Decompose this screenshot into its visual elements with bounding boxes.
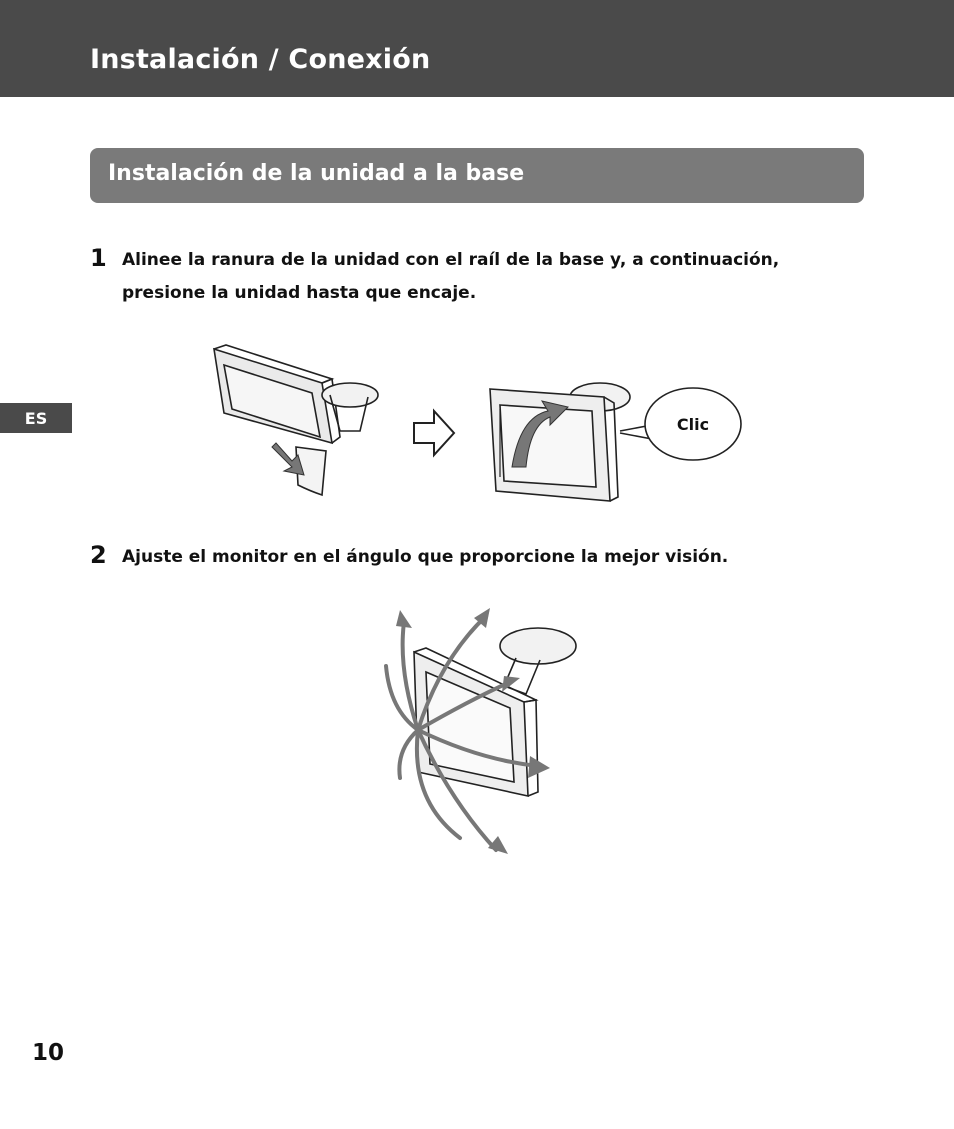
step-1-number: 1 (90, 244, 107, 272)
page-number: 10 (32, 1040, 65, 1066)
step-2-number: 2 (90, 541, 107, 569)
page-header (0, 0, 954, 97)
callout-text: Clic (676, 415, 710, 434)
page-title: Instalación / Conexión (90, 44, 431, 75)
click-callout (620, 388, 741, 460)
section-heading (90, 148, 864, 203)
step-2-text: Ajuste el monitor en el ángulo que proporcione la mejor visión. (122, 547, 729, 567)
step-1-line-1: Alinee la ranura de la unidad con el raíl de la base y, a continuación, (122, 250, 780, 270)
step-1-line-2: presione la unidad hasta que encaje. (122, 283, 477, 303)
section-title: Instalación de la unidad a la base (108, 161, 525, 186)
device-right (490, 383, 630, 501)
language-tab: ES (0, 403, 72, 433)
step-1-text (122, 244, 779, 310)
step-1-illustration (200, 335, 760, 515)
next-arrow-icon (414, 411, 454, 455)
step-2-illustration (370, 600, 590, 860)
